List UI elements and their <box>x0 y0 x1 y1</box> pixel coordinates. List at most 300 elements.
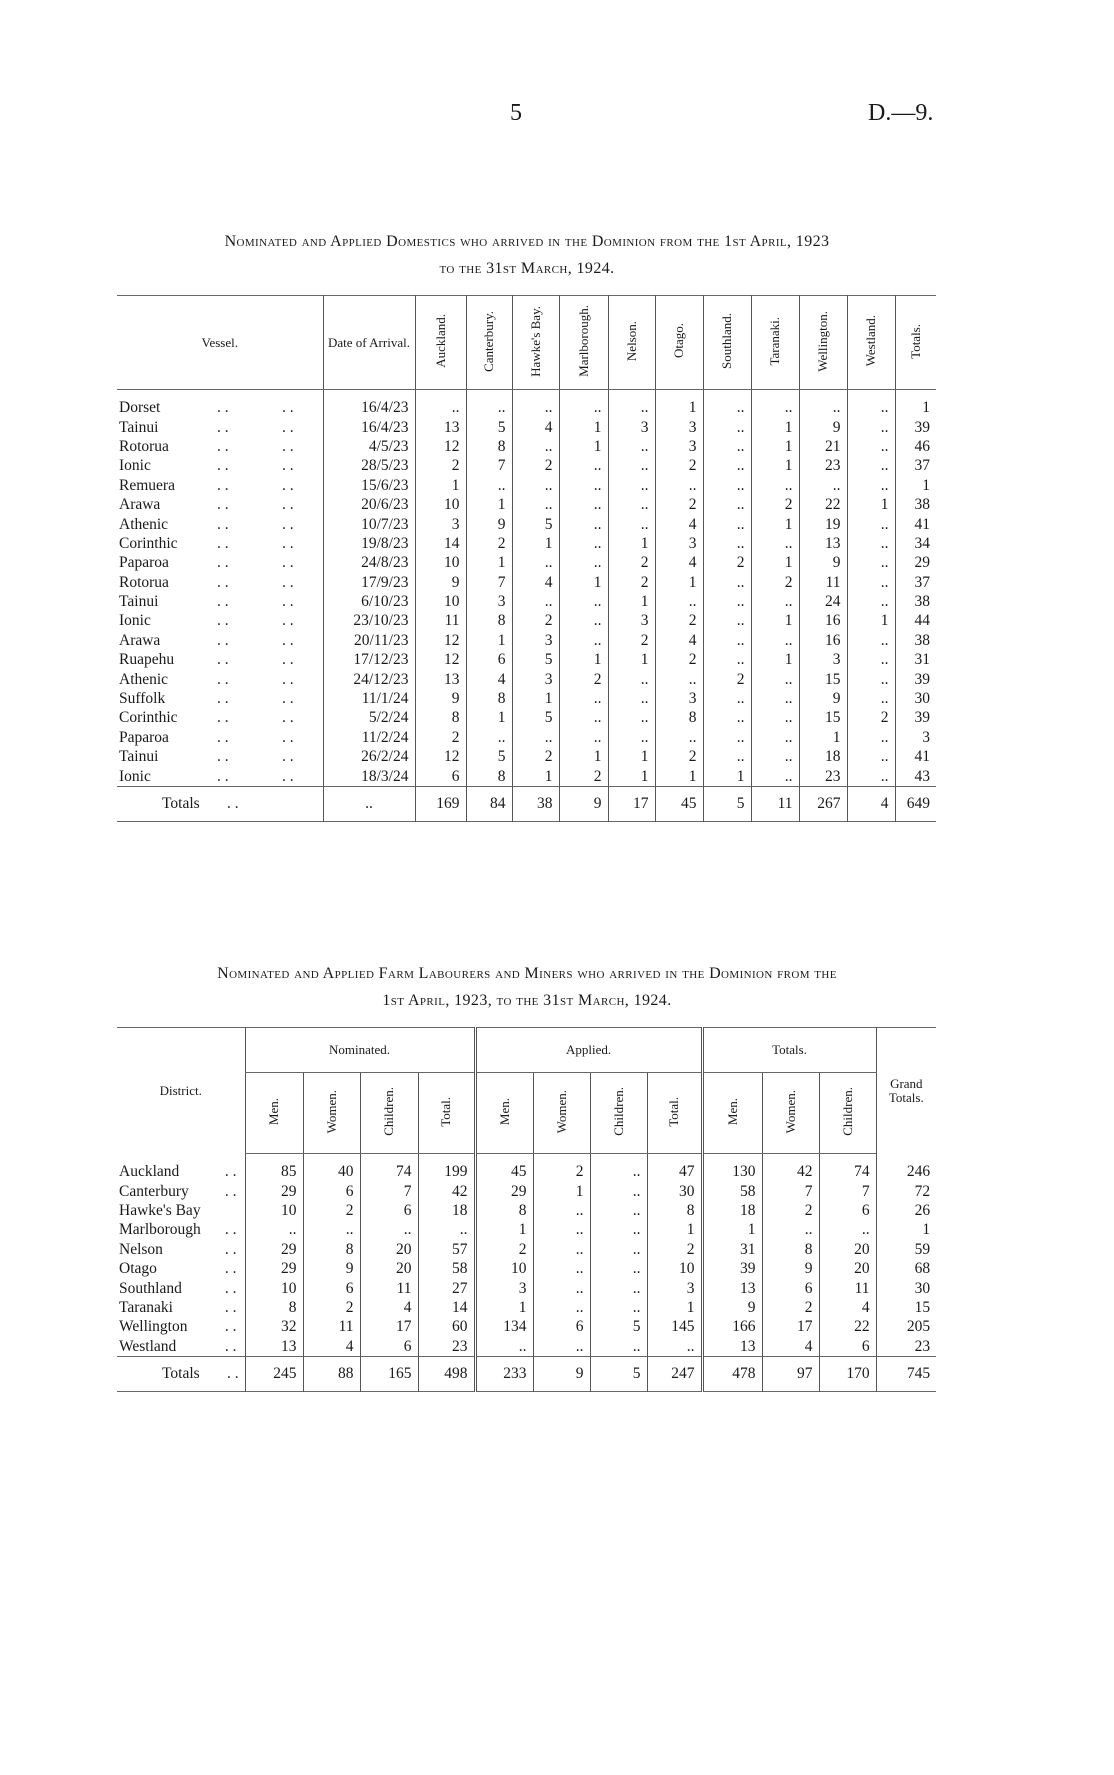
leader-dots: . . <box>217 418 229 436</box>
cell-value: 37 <box>895 573 936 592</box>
cell-value: 7 <box>466 456 512 475</box>
cell-value: 2 <box>466 534 512 553</box>
cell-value: 45 <box>475 1162 533 1181</box>
cell-value: .. <box>608 456 655 475</box>
vessel-name-text: Rotorua <box>119 437 169 455</box>
cell-value: .. <box>512 728 559 747</box>
cell-value: 2 <box>655 650 703 669</box>
table-row <box>117 708 936 727</box>
table-row <box>117 553 936 572</box>
leader-dots: . . <box>282 496 294 514</box>
column-header: Vessel. <box>117 296 323 390</box>
cell-value: 2 <box>655 495 703 514</box>
cell-value: .. <box>762 1220 819 1239</box>
vessel-name-text: Ruapehu <box>119 651 175 669</box>
cell-value: .. <box>751 766 799 786</box>
cell-value: .. <box>751 476 799 495</box>
cell-value: .. <box>847 437 895 456</box>
district-name-text: Otago <box>119 1260 157 1278</box>
cell-value: 68 <box>876 1259 936 1278</box>
vessel-name-text: Athenic <box>119 515 169 533</box>
cell-value: .. <box>819 1220 876 1239</box>
cell-value: 24 <box>799 592 847 611</box>
spacer-row <box>117 390 936 399</box>
cell-value: 3 <box>655 689 703 708</box>
cell-value: 37 <box>895 456 936 475</box>
totals-label: Totals . . <box>117 1356 245 1391</box>
column-header <box>559 296 608 390</box>
cell-value: 8 <box>466 437 512 456</box>
cell-value: .. <box>415 398 466 417</box>
cell-value: .. <box>512 592 559 611</box>
cell-value: 1 <box>533 1181 590 1200</box>
leader-dots: . . <box>217 748 229 766</box>
total-value: 267 <box>799 786 847 821</box>
arrival-date: 16/4/23 <box>323 398 415 417</box>
cell-value: .. <box>608 708 655 727</box>
cell-value: 4 <box>303 1337 360 1357</box>
cell-value: .. <box>533 1240 590 1259</box>
leader-dots: . . <box>282 748 294 766</box>
vessel-name-text: Ionic <box>119 767 151 785</box>
cell-value: .. <box>608 495 655 514</box>
cell-value: .. <box>847 514 895 533</box>
cell-value: .. <box>590 1259 647 1278</box>
cell-value: 42 <box>762 1162 819 1181</box>
cell-value: 6 <box>360 1201 418 1220</box>
vessel-name <box>117 398 323 417</box>
cell-value: 23 <box>799 766 847 786</box>
cell-value: .. <box>533 1201 590 1220</box>
cell-value: .. <box>703 650 751 669</box>
total-value: 5 <box>703 786 751 821</box>
vessel-name <box>117 669 323 688</box>
leader-dots: . . <box>282 767 294 785</box>
table-row <box>117 1201 936 1220</box>
domestics-table <box>117 295 936 822</box>
cell-value: 1 <box>466 553 512 572</box>
column-header <box>703 296 751 390</box>
cell-value: 29 <box>245 1240 303 1259</box>
leader-dots: . . <box>282 573 294 591</box>
cell-value: 39 <box>895 669 936 688</box>
sub-column-label: Children. <box>839 1087 855 1136</box>
cell-value: 5 <box>512 514 559 533</box>
cell-value: .. <box>703 689 751 708</box>
sub-column-label: Total. <box>666 1096 682 1127</box>
sub-column-label: Children. <box>381 1087 396 1136</box>
cell-value: .. <box>533 1298 590 1317</box>
leader-dots: . . <box>227 1364 239 1382</box>
table-row <box>117 573 936 592</box>
cell-value: 2 <box>512 611 559 630</box>
table1-title-line1: Nominated and Applied Domestics who arrived in the Dominion from the 1st April, 1923 <box>224 233 830 250</box>
cell-value: 32 <box>245 1317 303 1336</box>
total-value: 11 <box>751 786 799 821</box>
cell-value: 8 <box>466 766 512 786</box>
cell-value: .. <box>533 1220 590 1239</box>
district-name-text: Taranaki <box>119 1298 173 1316</box>
leader-dots: . . <box>282 476 294 494</box>
grand-totals-header: Grand Totals. <box>876 1028 936 1154</box>
leader-dots: . . <box>217 554 229 572</box>
cell-value: 20 <box>360 1259 418 1278</box>
total-value: 88 <box>303 1356 360 1391</box>
cell-value: 10 <box>245 1278 303 1297</box>
leader-dots: . . <box>217 728 229 746</box>
cell-value: 1 <box>847 495 895 514</box>
table-row <box>117 766 936 786</box>
vessel-name-text: Arawa <box>119 631 161 649</box>
arrival-date: 23/10/23 <box>323 611 415 630</box>
cell-value: 2 <box>751 573 799 592</box>
cell-value: 13 <box>415 417 466 436</box>
vessel-name-text: Arawa <box>119 496 161 514</box>
total-value: 9 <box>533 1356 590 1391</box>
leader-dots: . . <box>217 612 229 630</box>
cell-value: .. <box>751 631 799 650</box>
cell-value: .. <box>559 456 608 475</box>
cell-value: 4 <box>819 1298 876 1317</box>
cell-value: 9 <box>415 573 466 592</box>
cell-value: 8 <box>647 1201 702 1220</box>
cell-value: .. <box>703 437 751 456</box>
cell-value: 2 <box>303 1298 360 1317</box>
leader-dots: . . <box>217 437 229 455</box>
column-header: Date of Arrival. <box>323 296 415 390</box>
leader-dots: . . <box>282 593 294 611</box>
cell-value: .. <box>559 553 608 572</box>
cell-value: 13 <box>415 669 466 688</box>
cell-value: 18 <box>799 747 847 766</box>
column-header-label: Otago. <box>671 323 686 359</box>
vessel-name-text: Corinthic <box>119 709 178 727</box>
arrival-date: 15/6/23 <box>323 476 415 495</box>
leader-dots: . . <box>282 631 294 649</box>
arrival-date: 26/2/24 <box>323 747 415 766</box>
cell-value: 2 <box>762 1298 819 1317</box>
cell-value: 6 <box>819 1337 876 1357</box>
cell-value: .. <box>608 398 655 417</box>
cell-value: 5 <box>512 650 559 669</box>
cell-value: 5 <box>466 417 512 436</box>
sub-column-label: Men. <box>266 1097 281 1126</box>
totals-row <box>117 786 936 821</box>
leader-dots: . . <box>224 1279 237 1297</box>
vessel-name <box>117 553 323 572</box>
table-row <box>117 417 936 436</box>
leader-dots: . . <box>282 651 294 669</box>
cell-value: 6 <box>533 1317 590 1336</box>
total-value: 233 <box>475 1356 533 1391</box>
vessel-name <box>117 495 323 514</box>
group-header-applied: Applied. <box>475 1028 702 1073</box>
cell-value: 6 <box>415 766 466 786</box>
cell-value: 85 <box>245 1162 303 1181</box>
sub-column-label: Women. <box>553 1089 569 1134</box>
cell-value: 60 <box>418 1317 475 1336</box>
sub-column-header <box>819 1073 876 1154</box>
cell-value: 9 <box>466 514 512 533</box>
arrival-date: 11/2/24 <box>323 728 415 747</box>
district-name-text: Auckland <box>119 1163 180 1181</box>
table-row <box>117 1317 936 1336</box>
district-name <box>117 1337 245 1357</box>
cell-value: 1 <box>512 534 559 553</box>
leader-dots: . . <box>217 651 229 669</box>
column-header-label: Westland. <box>863 315 878 367</box>
cell-value: .. <box>847 398 895 417</box>
cell-value: 3 <box>512 669 559 688</box>
arrival-date: 16/4/23 <box>323 417 415 436</box>
cell-value: 2 <box>415 456 466 475</box>
table-row <box>117 437 936 456</box>
cell-value: 1 <box>895 476 936 495</box>
cell-value: 1 <box>751 650 799 669</box>
cell-value: 16 <box>799 631 847 650</box>
cell-value: .. <box>751 669 799 688</box>
cell-value: 31 <box>702 1240 762 1259</box>
cell-value: 2 <box>559 766 608 786</box>
cell-value: .. <box>847 747 895 766</box>
sub-column-header <box>762 1073 819 1154</box>
cell-value: 2 <box>847 708 895 727</box>
leader-dots: . . <box>217 670 229 688</box>
column-header-label: Marlborough. <box>575 305 591 377</box>
cell-value: .. <box>847 669 895 688</box>
cell-value: 1 <box>799 728 847 747</box>
table1-title <box>117 228 937 282</box>
cell-value: .. <box>559 611 608 630</box>
cell-value: 1 <box>466 631 512 650</box>
column-header-label: Hawke's Bay. <box>527 305 543 377</box>
total-value: 5 <box>590 1356 647 1391</box>
cell-value: 1 <box>608 534 655 553</box>
cell-value: 1 <box>608 766 655 786</box>
table-row <box>117 650 936 669</box>
cell-value: 2 <box>415 728 466 747</box>
leader-dots: . . <box>217 767 229 785</box>
vessel-name-text: Dorset <box>119 399 161 417</box>
cell-value: .. <box>590 1240 647 1259</box>
cell-value: 38 <box>895 631 936 650</box>
cell-value: 59 <box>876 1240 936 1259</box>
total-value: 247 <box>647 1356 702 1391</box>
cell-value: 58 <box>418 1259 475 1278</box>
cell-value: .. <box>751 534 799 553</box>
table-row <box>117 1337 936 1357</box>
cell-value: 13 <box>245 1337 303 1357</box>
cell-value: 1 <box>647 1220 702 1239</box>
total-value: .. <box>323 786 415 821</box>
district-name <box>117 1298 245 1317</box>
table-row <box>117 534 936 553</box>
cell-value: .. <box>590 1181 647 1200</box>
vessel-name <box>117 708 323 727</box>
vessel-name <box>117 456 323 475</box>
cell-value: 2 <box>608 573 655 592</box>
cell-value: 4 <box>512 573 559 592</box>
vessel-name-text: Tainui <box>119 418 159 436</box>
vessel-name <box>117 766 323 786</box>
cell-value: .. <box>512 398 559 417</box>
cell-value: .. <box>466 398 512 417</box>
column-header <box>608 296 655 390</box>
cell-value: 1 <box>655 766 703 786</box>
total-value: 745 <box>876 1356 936 1391</box>
cell-value: .. <box>703 708 751 727</box>
arrival-date: 28/5/23 <box>323 456 415 475</box>
column-header <box>415 296 466 390</box>
vessel-name <box>117 650 323 669</box>
farm-labourers-table <box>117 1027 936 1392</box>
cell-value: 1 <box>415 476 466 495</box>
district-name <box>117 1220 245 1239</box>
cell-value: 3 <box>895 728 936 747</box>
leader-dots: . . <box>282 457 294 475</box>
cell-value: .. <box>559 689 608 708</box>
cell-value: .. <box>559 592 608 611</box>
cell-value: 1 <box>608 747 655 766</box>
arrival-date: 18/3/24 <box>323 766 415 786</box>
cell-value: 2 <box>762 1201 819 1220</box>
district-header: District. <box>159 1082 202 1098</box>
cell-value: 1 <box>475 1220 533 1239</box>
arrival-date: 11/1/24 <box>323 689 415 708</box>
vessel-name-text: Remuera <box>119 476 175 494</box>
total-value: 478 <box>702 1356 762 1391</box>
cell-value: 23 <box>418 1337 475 1357</box>
cell-value: 9 <box>303 1259 360 1278</box>
table-row <box>117 747 936 766</box>
cell-value: 7 <box>466 573 512 592</box>
cell-value: 8 <box>466 611 512 630</box>
vessel-name <box>117 437 323 456</box>
cell-value: 1 <box>702 1220 762 1239</box>
cell-value: .. <box>703 592 751 611</box>
cell-value: 11 <box>799 573 847 592</box>
cell-value: .. <box>590 1220 647 1239</box>
cell-value: .. <box>703 728 751 747</box>
column-header-label: Taranaki. <box>767 316 782 366</box>
cell-value: .. <box>751 398 799 417</box>
cell-value: .. <box>655 669 703 688</box>
cell-value: 10 <box>415 495 466 514</box>
cell-value: 246 <box>876 1162 936 1181</box>
cell-value: 72 <box>876 1181 936 1200</box>
leader-dots: . . <box>217 496 229 514</box>
cell-value: 38 <box>895 592 936 611</box>
cell-value: 5 <box>590 1317 647 1336</box>
sub-column-label: Total. <box>438 1096 453 1127</box>
cell-value: .. <box>703 573 751 592</box>
cell-value: 12 <box>415 650 466 669</box>
column-header-label: Southland. <box>719 313 734 369</box>
arrival-date: 20/6/23 <box>323 495 415 514</box>
leader-dots: . . <box>282 670 294 688</box>
column-header <box>512 296 559 390</box>
total-value: 17 <box>608 786 655 821</box>
cell-value: 6 <box>303 1278 360 1297</box>
cell-value: 13 <box>799 534 847 553</box>
leader-dots: . . <box>217 534 229 552</box>
cell-value: 23 <box>799 456 847 475</box>
cell-value: 31 <box>895 650 936 669</box>
cell-value: 4 <box>762 1337 819 1357</box>
sub-column-label: Men. <box>496 1097 512 1126</box>
cell-value: 5 <box>466 747 512 766</box>
cell-value: 34 <box>895 534 936 553</box>
cell-value: .. <box>559 708 608 727</box>
cell-value: 39 <box>702 1259 762 1278</box>
cell-value: 4 <box>655 553 703 572</box>
sub-column-label: Women. <box>782 1089 798 1134</box>
column-header-label: Wellington. <box>815 310 830 372</box>
sub-column-header <box>475 1073 533 1154</box>
arrival-date: 24/8/23 <box>323 553 415 572</box>
table-row <box>117 728 936 747</box>
cell-value: 12 <box>415 437 466 456</box>
column-header <box>466 296 512 390</box>
vessel-name <box>117 573 323 592</box>
cell-value: .. <box>303 1220 360 1239</box>
cell-value: .. <box>847 631 895 650</box>
table-row <box>117 1240 936 1259</box>
leader-dots: . . <box>224 1260 237 1278</box>
cell-value: 46 <box>895 437 936 456</box>
column-header-label: Totals. <box>907 323 923 359</box>
district-name <box>117 1162 245 1181</box>
cell-value: 1 <box>751 417 799 436</box>
cell-value: 10 <box>647 1259 702 1278</box>
cell-value: .. <box>533 1259 590 1278</box>
totals-row <box>117 1356 936 1391</box>
cell-value: 1 <box>751 553 799 572</box>
total-value: 84 <box>466 786 512 821</box>
cell-value: 30 <box>876 1278 936 1297</box>
cell-value: 3 <box>655 534 703 553</box>
district-name-text: Wellington <box>119 1318 188 1336</box>
vessel-name-text: Tainui <box>119 748 159 766</box>
sub-column-label: Children. <box>610 1087 626 1136</box>
cell-value: .. <box>655 592 703 611</box>
column-header-label: Nelson. <box>623 320 639 362</box>
cell-value: .. <box>608 728 655 747</box>
cell-value: 1 <box>559 417 608 436</box>
cell-value: 1 <box>512 766 559 786</box>
total-value: 4 <box>847 786 895 821</box>
cell-value: 30 <box>895 689 936 708</box>
district-name <box>117 1259 245 1278</box>
cell-value: .. <box>847 689 895 708</box>
cell-value: 1 <box>703 766 751 786</box>
cell-value: .. <box>559 514 608 533</box>
table-row <box>117 631 936 650</box>
table-row <box>117 1181 936 1200</box>
vessel-name-text: Corinthic <box>119 534 178 552</box>
vessel-name <box>117 592 323 611</box>
leader-dots: . . <box>224 1221 237 1239</box>
sub-column-header <box>590 1073 647 1154</box>
district-name <box>117 1240 245 1259</box>
cell-value: .. <box>475 1337 533 1357</box>
cell-value: 6 <box>360 1337 418 1357</box>
cell-value: 9 <box>799 689 847 708</box>
cell-value: 20 <box>819 1240 876 1259</box>
arrival-date: 17/9/23 <box>323 573 415 592</box>
cell-value: 27 <box>418 1278 475 1297</box>
total-value: 649 <box>895 786 936 821</box>
